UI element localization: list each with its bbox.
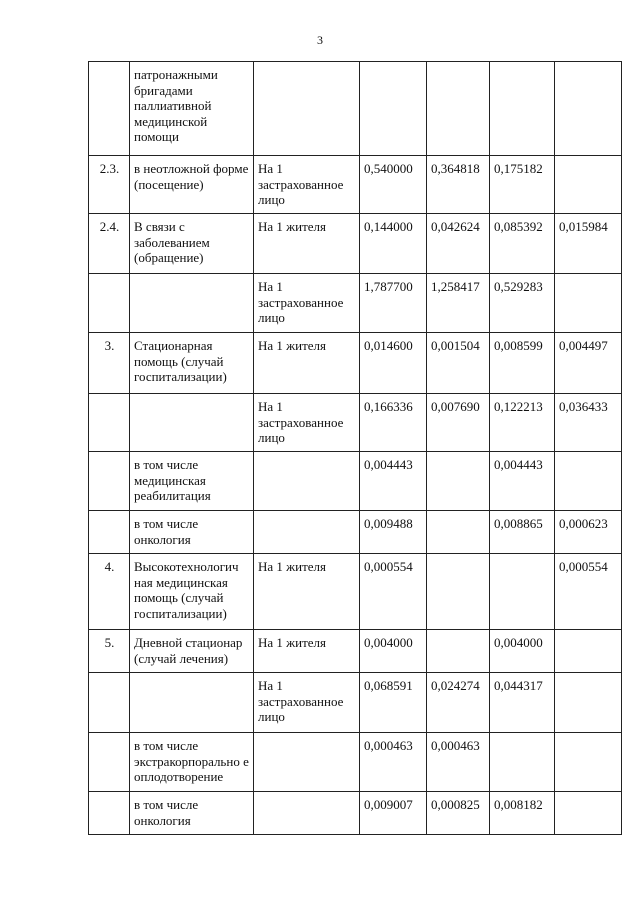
row-number bbox=[89, 733, 130, 792]
table-row bbox=[89, 452, 622, 511]
value-cell bbox=[490, 733, 555, 792]
row-number: 4. bbox=[89, 554, 130, 630]
value-cell bbox=[555, 452, 622, 511]
value-cell: 0,529283 bbox=[490, 274, 555, 333]
row-number: 2.3. bbox=[89, 156, 130, 214]
value-cell: 0,008599 bbox=[490, 333, 555, 394]
row-unit: На 1 застрахованное лицо bbox=[254, 274, 360, 333]
row-number: 3. bbox=[89, 333, 130, 394]
row-unit: На 1 застрахованное лицо bbox=[254, 394, 360, 452]
value-cell: 0,068591 bbox=[360, 673, 427, 733]
row-number bbox=[89, 511, 130, 554]
value-cell bbox=[555, 274, 622, 333]
row-name: в том числе экстракорпорально е оплодотворение bbox=[130, 733, 254, 792]
value-cell: 0,085392 bbox=[490, 214, 555, 274]
value-cell: 0,008865 bbox=[490, 511, 555, 554]
row-unit: На 1 жителя bbox=[254, 630, 360, 673]
row-number: 5. bbox=[89, 630, 130, 673]
value-cell: 1,258417 bbox=[427, 274, 490, 333]
value-cell bbox=[555, 62, 622, 156]
table-row bbox=[89, 554, 622, 630]
row-name: Высокотехнологич ная медицинская помощь (случай госпитализации) bbox=[130, 554, 254, 630]
row-name: Стационарная помощь (случай госпитализации) bbox=[130, 333, 254, 394]
value-cell: 0,000554 bbox=[360, 554, 427, 630]
value-cell: 0,008182 bbox=[490, 792, 555, 835]
row-unit bbox=[254, 792, 360, 835]
table-row bbox=[89, 394, 622, 452]
value-cell bbox=[427, 511, 490, 554]
value-cell: 0,000463 bbox=[427, 733, 490, 792]
value-cell: 0,009488 bbox=[360, 511, 427, 554]
table-row bbox=[89, 156, 622, 214]
value-cell bbox=[555, 792, 622, 835]
value-cell: 0,364818 bbox=[427, 156, 490, 214]
value-cell bbox=[555, 630, 622, 673]
value-cell: 0,004443 bbox=[490, 452, 555, 511]
value-cell bbox=[555, 733, 622, 792]
value-cell: 0,000825 bbox=[427, 792, 490, 835]
row-number bbox=[89, 274, 130, 333]
value-cell: 1,787700 bbox=[360, 274, 427, 333]
value-cell bbox=[555, 673, 622, 733]
row-unit: На 1 жителя bbox=[254, 554, 360, 630]
row-unit: На 1 застрахованное лицо bbox=[254, 156, 360, 214]
value-cell: 0,014600 bbox=[360, 333, 427, 394]
value-cell: 0,004443 bbox=[360, 452, 427, 511]
value-cell: 0,540000 bbox=[360, 156, 427, 214]
value-cell: 0,004000 bbox=[360, 630, 427, 673]
value-cell: 0,009007 bbox=[360, 792, 427, 835]
data-table bbox=[88, 61, 622, 835]
row-number bbox=[89, 792, 130, 835]
table-row bbox=[89, 511, 622, 554]
row-name bbox=[130, 394, 254, 452]
row-unit: На 1 застрахованное лицо bbox=[254, 673, 360, 733]
row-name bbox=[130, 673, 254, 733]
value-cell bbox=[490, 554, 555, 630]
page-number: 3 bbox=[317, 33, 323, 47]
row-name: патронажными бригадами паллиативной медицинской помощи bbox=[130, 62, 254, 156]
row-number bbox=[89, 394, 130, 452]
row-name: в том числе медицинская реабилитация bbox=[130, 452, 254, 511]
row-unit bbox=[254, 62, 360, 156]
value-cell: 0,001504 bbox=[427, 333, 490, 394]
value-cell: 0,015984 bbox=[555, 214, 622, 274]
value-cell: 0,000623 bbox=[555, 511, 622, 554]
value-cell: 0,044317 bbox=[490, 673, 555, 733]
row-name bbox=[130, 274, 254, 333]
value-cell: 0,000554 bbox=[555, 554, 622, 630]
row-name: Дневной стационар (случай лечения) bbox=[130, 630, 254, 673]
value-cell: 0,144000 bbox=[360, 214, 427, 274]
value-cell: 0,000463 bbox=[360, 733, 427, 792]
table-row bbox=[89, 274, 622, 333]
row-unit bbox=[254, 452, 360, 511]
value-cell bbox=[555, 156, 622, 214]
value-cell: 0,004497 bbox=[555, 333, 622, 394]
value-cell: 0,007690 bbox=[427, 394, 490, 452]
table-row bbox=[89, 62, 622, 156]
table-row bbox=[89, 214, 622, 274]
row-name: В связи с заболеванием (обращение) bbox=[130, 214, 254, 274]
value-cell bbox=[360, 62, 427, 156]
row-number bbox=[89, 452, 130, 511]
value-cell bbox=[490, 62, 555, 156]
value-cell: 0,036433 bbox=[555, 394, 622, 452]
row-unit: На 1 жителя bbox=[254, 333, 360, 394]
table-row bbox=[89, 630, 622, 673]
value-cell: 0,175182 bbox=[490, 156, 555, 214]
table-row bbox=[89, 733, 622, 792]
row-name: в том числе онкология bbox=[130, 511, 254, 554]
value-cell: 0,166336 bbox=[360, 394, 427, 452]
value-cell: 0,122213 bbox=[490, 394, 555, 452]
row-unit bbox=[254, 511, 360, 554]
row-unit: На 1 жителя bbox=[254, 214, 360, 274]
value-cell bbox=[427, 630, 490, 673]
value-cell bbox=[427, 554, 490, 630]
row-unit bbox=[254, 733, 360, 792]
value-cell: 0,024274 bbox=[427, 673, 490, 733]
table-row bbox=[89, 333, 622, 394]
row-name: в неотложной форме (посещение) bbox=[130, 156, 254, 214]
value-cell bbox=[427, 62, 490, 156]
table-row bbox=[89, 792, 622, 835]
row-number bbox=[89, 673, 130, 733]
row-name: в том числе онкология bbox=[130, 792, 254, 835]
value-cell bbox=[427, 452, 490, 511]
table-row bbox=[89, 673, 622, 733]
row-number: 2.4. bbox=[89, 214, 130, 274]
row-number bbox=[89, 62, 130, 156]
value-cell: 0,004000 bbox=[490, 630, 555, 673]
value-cell: 0,042624 bbox=[427, 214, 490, 274]
